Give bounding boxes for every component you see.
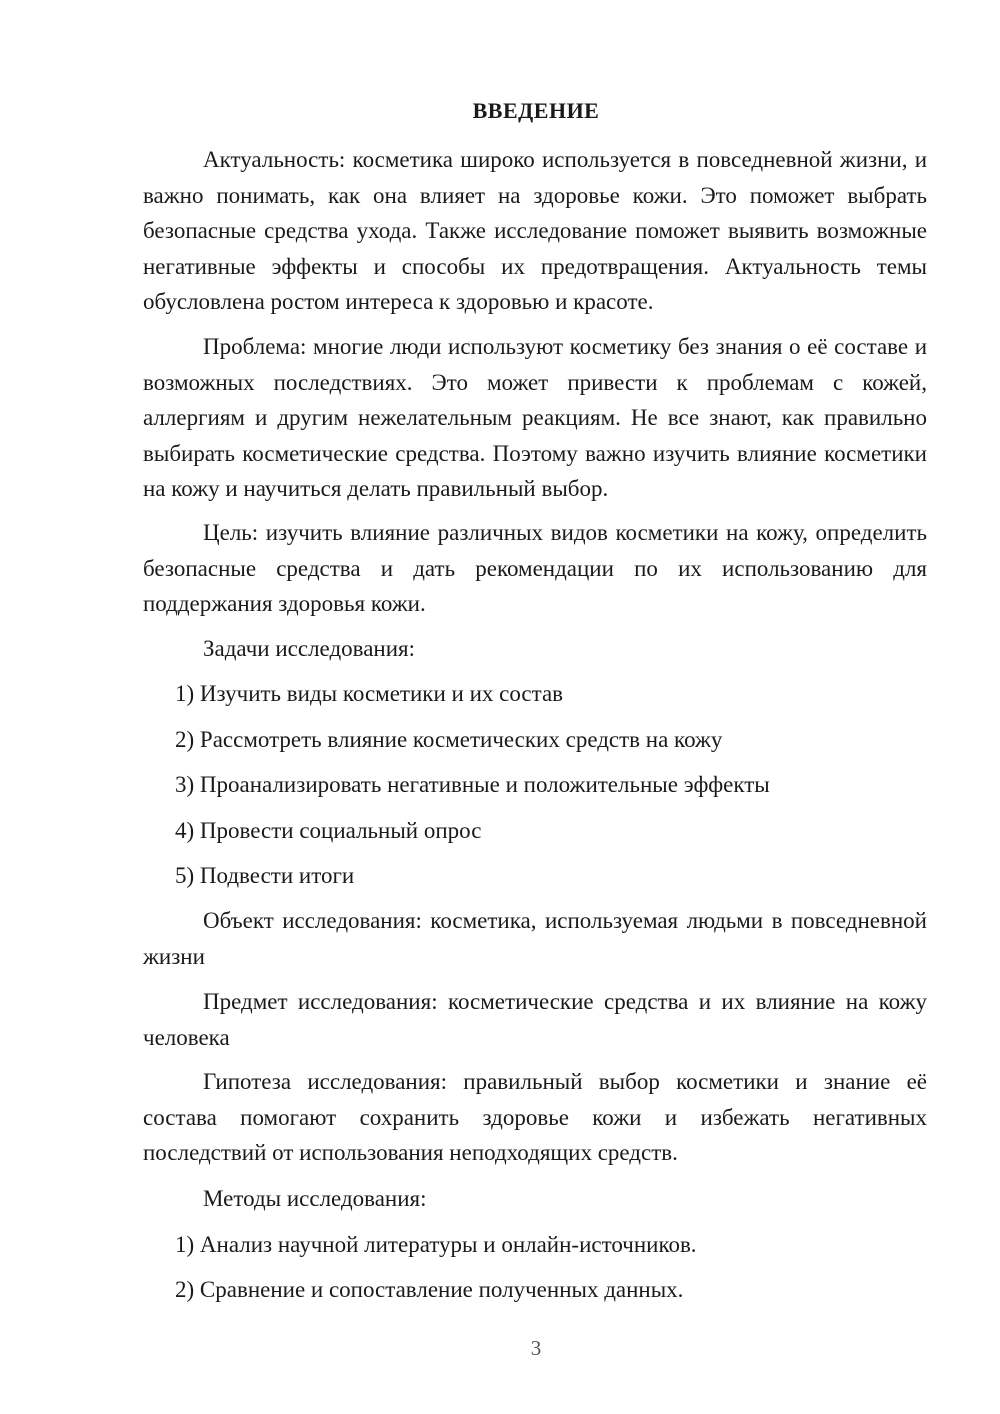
- subject-paragraph: Предмет исследования: косметические средства и их влияние на кожу человека: [143, 989, 927, 1050]
- method-item-2: 2) Сравнение и сопоставление полученных данных.: [175, 1277, 684, 1302]
- object-paragraph: Объект исследования: косметика, используемая людьми в повседневной жизни: [143, 908, 927, 969]
- relevance-paragraph: Актуальность: косметика широко используется в повседневной жизни, и важно понимать, как она влияет на здоровье кожи. Это поможет выбрать безопасные средства ухода. Также исследование поможет выявить возможные негативные эффекты и способы их предотвращения. Актуальность темы обусловлена ростом интереса к здоровью и красоте.: [143, 147, 927, 314]
- hypothesis-paragraph: Гипотеза исследования: правильный выбор косметики и знание её состава помогают сохранить здоровье кожи и избежать негативных последствий от использования неподходящих средств.: [143, 1069, 927, 1165]
- task-item-2: 2) Рассмотреть влияние косметических средств на кожу: [175, 727, 723, 752]
- methods-heading: Методы исследования:: [203, 1186, 427, 1211]
- page-number: 3: [530, 1336, 542, 1360]
- problem-paragraph: Проблема: многие люди используют косметику без знания о её составе и возможных последствиях. Это может привести к проблемам с кожей, аллергиям и другим нежелательным реакциям. Не все знают, как правильно выбирать косметические средства. Поэтому важно изучить влияние косметики на кожу и научиться делать правильный выбор.: [143, 334, 927, 501]
- method-item-1: 1) Анализ научной литературы и онлайн-источников.: [175, 1232, 697, 1257]
- task-item-3: 3) Проанализировать негативные и положительные эффекты: [175, 772, 770, 797]
- task-item-4: 4) Провести социальный опрос: [175, 818, 482, 843]
- page-title: ВВЕДЕНИЕ: [472, 98, 600, 123]
- tasks-heading: Задачи исследования:: [203, 636, 416, 661]
- task-item-5: 5) Подвести итоги: [175, 863, 355, 888]
- task-item-1: 1) Изучить виды косметики и их состав: [175, 681, 564, 706]
- goal-paragraph: Цель: изучить влияние различных видов косметики на кожу, определить безопасные средства и дать рекомендации по их использованию для поддержания здоровья кожи.: [143, 520, 927, 616]
